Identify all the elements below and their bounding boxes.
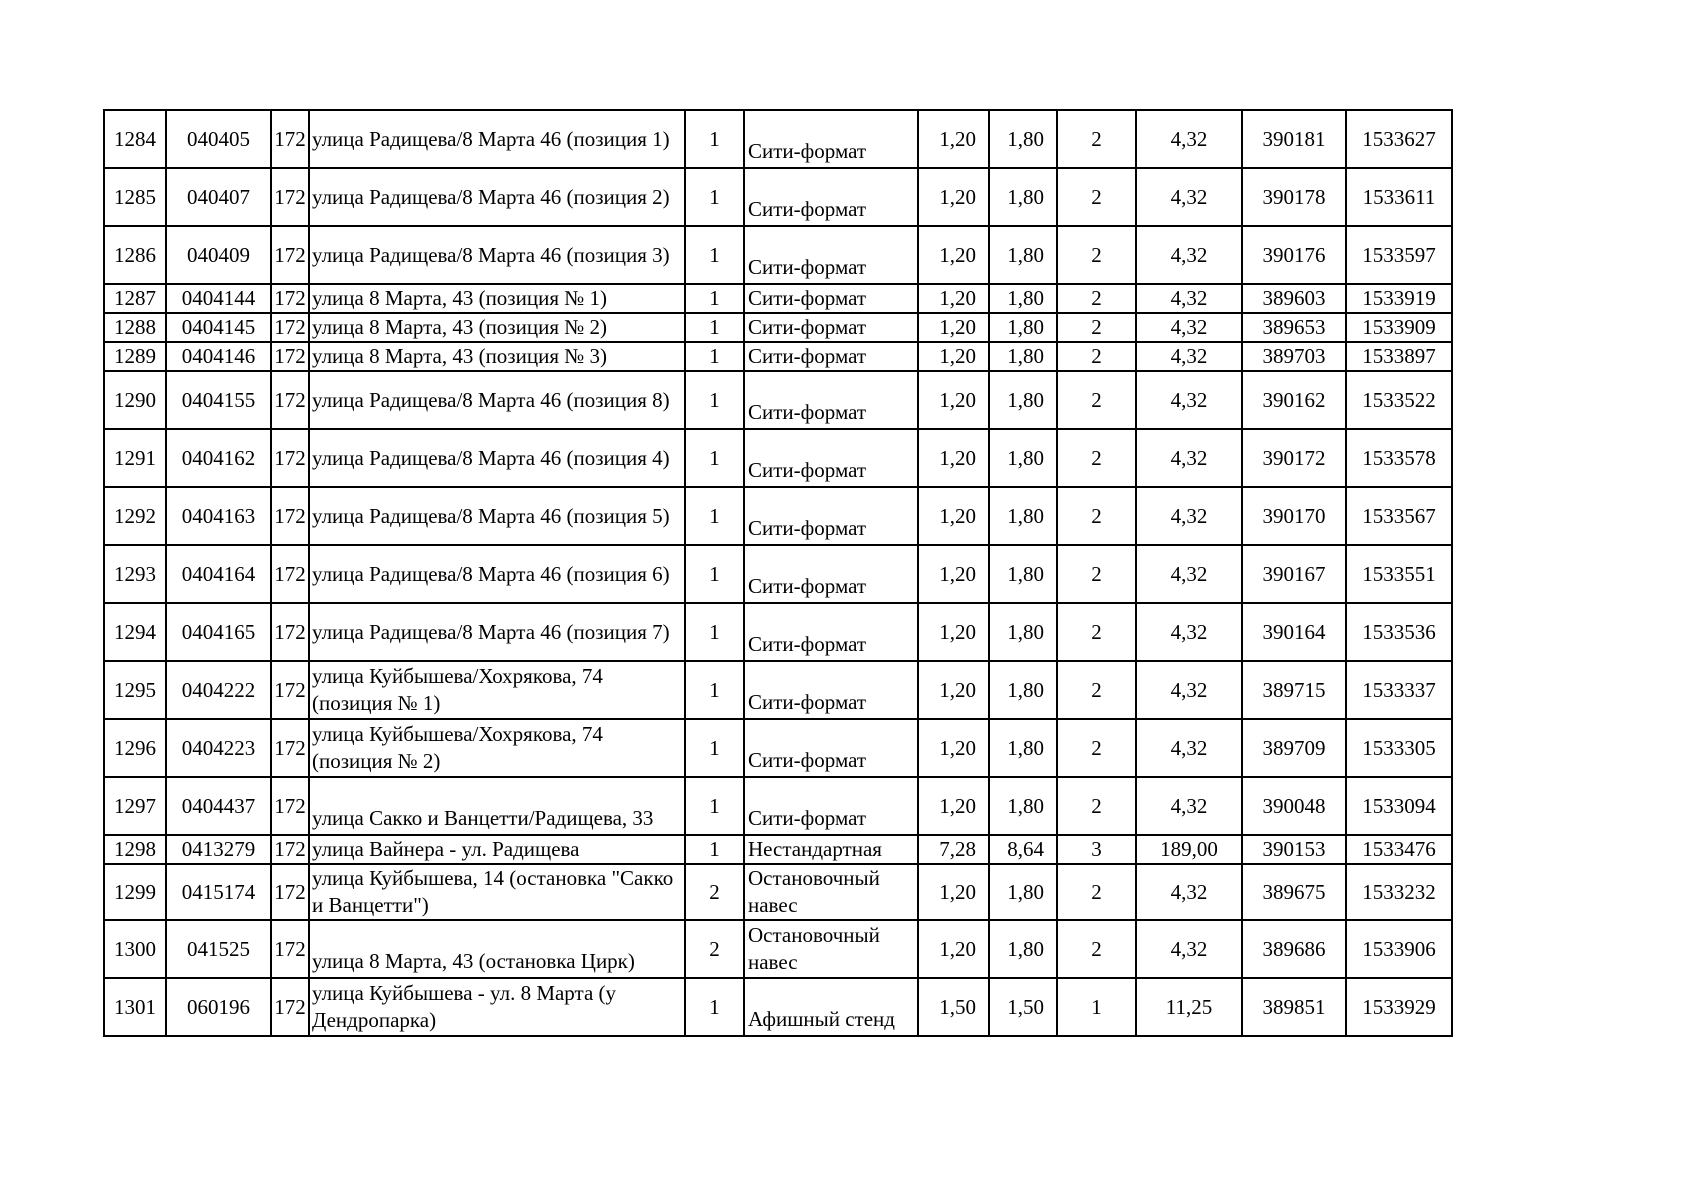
cell-y-coord: 1533536 xyxy=(1346,603,1452,661)
cell-sides: 1 xyxy=(685,777,744,835)
cell-district: 172 xyxy=(271,920,309,978)
cell-address: улица Радищева/8 Марта 46 (позиция 7) xyxy=(309,603,685,661)
cell-y-coord: 1533611 xyxy=(1346,168,1452,226)
cell-height: 1,80 xyxy=(989,777,1057,835)
table-row xyxy=(104,110,1452,168)
cell-height: 1,80 xyxy=(989,661,1057,719)
cell-width: 7,28 xyxy=(918,835,989,864)
cell-district: 172 xyxy=(271,719,309,777)
cell-code: 0404146 xyxy=(166,342,271,371)
cell-district: 172 xyxy=(271,284,309,313)
cell-x-coord: 390153 xyxy=(1242,835,1346,864)
cell-code: 0404144 xyxy=(166,284,271,313)
cell-area: 4,32 xyxy=(1136,920,1242,978)
cell-y-coord: 1533551 xyxy=(1346,545,1452,603)
cell-code: 060196 xyxy=(166,978,271,1036)
cell-fields: 2 xyxy=(1057,864,1136,920)
cell-x-coord: 390048 xyxy=(1242,777,1346,835)
cell-code: 0404162 xyxy=(166,429,271,487)
table-row xyxy=(104,168,1452,226)
cell-number: 1297 xyxy=(104,777,166,835)
cell-sides: 1 xyxy=(685,661,744,719)
cell-x-coord: 390178 xyxy=(1242,168,1346,226)
cell-fields: 2 xyxy=(1057,313,1136,342)
cell-height: 1,80 xyxy=(989,545,1057,603)
cell-area: 4,32 xyxy=(1136,342,1242,371)
table-row xyxy=(104,342,1452,371)
cell-fields: 2 xyxy=(1057,342,1136,371)
cell-y-coord: 1533094 xyxy=(1346,777,1452,835)
cell-type: Сити-формат xyxy=(744,110,918,168)
cell-type: Сити-формат xyxy=(744,313,918,342)
table-row xyxy=(104,661,1452,719)
cell-height: 1,80 xyxy=(989,864,1057,920)
cell-address: улица 8 Марта, 43 (позиция № 1) xyxy=(309,284,685,313)
cell-fields: 2 xyxy=(1057,226,1136,284)
cell-area: 4,32 xyxy=(1136,313,1242,342)
cell-width: 1,20 xyxy=(918,603,989,661)
cell-type: Сити-формат xyxy=(744,661,918,719)
cell-y-coord: 1533627 xyxy=(1346,110,1452,168)
cell-code: 0404222 xyxy=(166,661,271,719)
cell-code: 041525 xyxy=(166,920,271,978)
cell-code: 040405 xyxy=(166,110,271,168)
table-row xyxy=(104,226,1452,284)
cell-address: улица Вайнера - ул. Радищева xyxy=(309,835,685,864)
cell-district: 172 xyxy=(271,168,309,226)
cell-height: 1,80 xyxy=(989,226,1057,284)
cell-district: 172 xyxy=(271,313,309,342)
cell-fields: 2 xyxy=(1057,920,1136,978)
cell-address: улица Радищева/8 Марта 46 (позиция 3) xyxy=(309,226,685,284)
cell-sides: 2 xyxy=(685,920,744,978)
cell-number: 1293 xyxy=(104,545,166,603)
cell-number: 1284 xyxy=(104,110,166,168)
cell-address: улица Радищева/8 Марта 46 (позиция 1) xyxy=(309,110,685,168)
cell-district: 172 xyxy=(271,603,309,661)
cell-code: 0415174 xyxy=(166,864,271,920)
ad-locations-table xyxy=(103,109,1453,1037)
cell-area: 4,32 xyxy=(1136,429,1242,487)
cell-fields: 2 xyxy=(1057,603,1136,661)
cell-code: 0404223 xyxy=(166,719,271,777)
cell-type: Остановочный навес xyxy=(744,864,918,920)
cell-fields: 2 xyxy=(1057,371,1136,429)
cell-sides: 1 xyxy=(685,978,744,1036)
cell-code: 0404163 xyxy=(166,487,271,545)
table-row xyxy=(104,371,1452,429)
cell-number: 1299 xyxy=(104,864,166,920)
cell-number: 1291 xyxy=(104,429,166,487)
cell-fields: 2 xyxy=(1057,110,1136,168)
cell-height: 1,80 xyxy=(989,429,1057,487)
cell-address: улица 8 Марта, 43 (позиция № 3) xyxy=(309,342,685,371)
cell-height: 1,80 xyxy=(989,168,1057,226)
cell-district: 172 xyxy=(271,226,309,284)
cell-type: Сити-формат xyxy=(744,603,918,661)
cell-type: Сити-формат xyxy=(744,777,918,835)
cell-area: 4,32 xyxy=(1136,371,1242,429)
cell-address: улица Радищева/8 Марта 46 (позиция 6) xyxy=(309,545,685,603)
table-row xyxy=(104,284,1452,313)
cell-type: Афишный стенд xyxy=(744,978,918,1036)
table-row xyxy=(104,978,1452,1036)
cell-area: 4,32 xyxy=(1136,110,1242,168)
cell-sides: 1 xyxy=(685,168,744,226)
cell-number: 1296 xyxy=(104,719,166,777)
cell-x-coord: 390176 xyxy=(1242,226,1346,284)
cell-code: 040407 xyxy=(166,168,271,226)
cell-number: 1300 xyxy=(104,920,166,978)
cell-type: Сити-формат xyxy=(744,719,918,777)
cell-height: 1,80 xyxy=(989,342,1057,371)
cell-number: 1298 xyxy=(104,835,166,864)
cell-width: 1,20 xyxy=(918,777,989,835)
cell-code: 0413279 xyxy=(166,835,271,864)
cell-height: 1,80 xyxy=(989,920,1057,978)
cell-y-coord: 1533919 xyxy=(1346,284,1452,313)
cell-sides: 1 xyxy=(685,110,744,168)
cell-type: Остановочный навес xyxy=(744,920,918,978)
cell-area: 4,32 xyxy=(1136,777,1242,835)
cell-number: 1294 xyxy=(104,603,166,661)
cell-width: 1,20 xyxy=(918,371,989,429)
cell-width: 1,20 xyxy=(918,342,989,371)
cell-area: 4,32 xyxy=(1136,603,1242,661)
table-row xyxy=(104,864,1452,920)
cell-x-coord: 389686 xyxy=(1242,920,1346,978)
cell-address: улица Радищева/8 Марта 46 (позиция 2) xyxy=(309,168,685,226)
cell-fields: 2 xyxy=(1057,284,1136,313)
cell-width: 1,20 xyxy=(918,110,989,168)
cell-sides: 1 xyxy=(685,429,744,487)
cell-sides: 1 xyxy=(685,313,744,342)
cell-code: 0404437 xyxy=(166,777,271,835)
cell-width: 1,20 xyxy=(918,168,989,226)
cell-x-coord: 389603 xyxy=(1242,284,1346,313)
cell-height: 1,50 xyxy=(989,978,1057,1036)
cell-sides: 1 xyxy=(685,284,744,313)
cell-height: 8,64 xyxy=(989,835,1057,864)
cell-y-coord: 1533337 xyxy=(1346,661,1452,719)
cell-height: 1,80 xyxy=(989,371,1057,429)
cell-number: 1290 xyxy=(104,371,166,429)
cell-number: 1288 xyxy=(104,313,166,342)
cell-number: 1292 xyxy=(104,487,166,545)
table-row xyxy=(104,545,1452,603)
cell-fields: 2 xyxy=(1057,661,1136,719)
cell-address: улица Куйбышева/Хохрякова, 74 (позиция № 1) xyxy=(309,661,685,719)
cell-y-coord: 1533305 xyxy=(1346,719,1452,777)
cell-width: 1,20 xyxy=(918,429,989,487)
cell-width: 1,20 xyxy=(918,920,989,978)
cell-x-coord: 389851 xyxy=(1242,978,1346,1036)
cell-code: 0404164 xyxy=(166,545,271,603)
cell-number: 1295 xyxy=(104,661,166,719)
cell-fields: 3 xyxy=(1057,835,1136,864)
cell-y-coord: 1533897 xyxy=(1346,342,1452,371)
cell-code: 0404165 xyxy=(166,603,271,661)
cell-type: Сити-формат xyxy=(744,168,918,226)
cell-district: 172 xyxy=(271,342,309,371)
cell-type: Сити-формат xyxy=(744,342,918,371)
cell-x-coord: 389715 xyxy=(1242,661,1346,719)
cell-fields: 2 xyxy=(1057,487,1136,545)
cell-y-coord: 1533522 xyxy=(1346,371,1452,429)
cell-width: 1,20 xyxy=(918,313,989,342)
cell-sides: 1 xyxy=(685,719,744,777)
cell-x-coord: 390172 xyxy=(1242,429,1346,487)
table-row xyxy=(104,487,1452,545)
cell-sides: 1 xyxy=(685,545,744,603)
cell-y-coord: 1533476 xyxy=(1346,835,1452,864)
cell-number: 1301 xyxy=(104,978,166,1036)
cell-area: 4,32 xyxy=(1136,284,1242,313)
cell-type: Нестандартная xyxy=(744,835,918,864)
table-row xyxy=(104,719,1452,777)
cell-district: 172 xyxy=(271,487,309,545)
cell-number: 1286 xyxy=(104,226,166,284)
cell-code: 0404145 xyxy=(166,313,271,342)
cell-address: улица Радищева/8 Марта 46 (позиция 4) xyxy=(309,429,685,487)
cell-district: 172 xyxy=(271,545,309,603)
cell-code: 040409 xyxy=(166,226,271,284)
cell-number: 1285 xyxy=(104,168,166,226)
cell-height: 1,80 xyxy=(989,487,1057,545)
cell-width: 1,20 xyxy=(918,545,989,603)
cell-area: 4,32 xyxy=(1136,864,1242,920)
cell-type: Сити-формат xyxy=(744,429,918,487)
cell-address: улица Радищева/8 Марта 46 (позиция 5) xyxy=(309,487,685,545)
cell-area: 4,32 xyxy=(1136,487,1242,545)
cell-height: 1,80 xyxy=(989,719,1057,777)
cell-type: Сити-формат xyxy=(744,545,918,603)
cell-x-coord: 389709 xyxy=(1242,719,1346,777)
cell-y-coord: 1533909 xyxy=(1346,313,1452,342)
cell-x-coord: 390164 xyxy=(1242,603,1346,661)
cell-y-coord: 1533578 xyxy=(1346,429,1452,487)
cell-fields: 2 xyxy=(1057,429,1136,487)
cell-x-coord: 389653 xyxy=(1242,313,1346,342)
cell-district: 172 xyxy=(271,429,309,487)
cell-width: 1,20 xyxy=(918,226,989,284)
cell-address: улица 8 Марта, 43 (позиция № 2) xyxy=(309,313,685,342)
cell-district: 172 xyxy=(271,835,309,864)
cell-address: улица Куйбышева - ул. 8 Марта (у Дендропарка) xyxy=(309,978,685,1036)
cell-area: 4,32 xyxy=(1136,661,1242,719)
cell-x-coord: 389675 xyxy=(1242,864,1346,920)
cell-y-coord: 1533232 xyxy=(1346,864,1452,920)
cell-width: 1,50 xyxy=(918,978,989,1036)
cell-width: 1,20 xyxy=(918,864,989,920)
cell-sides: 1 xyxy=(685,342,744,371)
cell-district: 172 xyxy=(271,864,309,920)
cell-sides: 1 xyxy=(685,371,744,429)
cell-sides: 1 xyxy=(685,487,744,545)
cell-address: улица Куйбышева, 14 (остановка "Сакко и Ванцетти") xyxy=(309,864,685,920)
cell-type: Сити-формат xyxy=(744,487,918,545)
cell-area: 4,32 xyxy=(1136,719,1242,777)
cell-sides: 1 xyxy=(685,603,744,661)
table-body xyxy=(104,110,1452,1036)
cell-fields: 2 xyxy=(1057,545,1136,603)
cell-height: 1,80 xyxy=(989,313,1057,342)
cell-district: 172 xyxy=(271,978,309,1036)
cell-address: улица Радищева/8 Марта 46 (позиция 8) xyxy=(309,371,685,429)
cell-fields: 2 xyxy=(1057,719,1136,777)
cell-y-coord: 1533906 xyxy=(1346,920,1452,978)
cell-height: 1,80 xyxy=(989,284,1057,313)
cell-width: 1,20 xyxy=(918,719,989,777)
cell-type: Сити-формат xyxy=(744,284,918,313)
cell-fields: 2 xyxy=(1057,777,1136,835)
cell-y-coord: 1533597 xyxy=(1346,226,1452,284)
cell-height: 1,80 xyxy=(989,110,1057,168)
table-row xyxy=(104,603,1452,661)
cell-number: 1289 xyxy=(104,342,166,371)
cell-address: улица Сакко и Ванцетти/Радищева, 33 xyxy=(309,777,685,835)
cell-type: Сити-формат xyxy=(744,371,918,429)
cell-sides: 1 xyxy=(685,226,744,284)
cell-x-coord: 390170 xyxy=(1242,487,1346,545)
cell-x-coord: 390181 xyxy=(1242,110,1346,168)
cell-width: 1,20 xyxy=(918,661,989,719)
cell-x-coord: 390167 xyxy=(1242,545,1346,603)
cell-district: 172 xyxy=(271,777,309,835)
cell-width: 1,20 xyxy=(918,487,989,545)
table-row xyxy=(104,429,1452,487)
cell-fields: 1 xyxy=(1057,978,1136,1036)
cell-y-coord: 1533929 xyxy=(1346,978,1452,1036)
cell-area: 11,25 xyxy=(1136,978,1242,1036)
cell-address: улица Куйбышева/Хохрякова, 74 (позиция № 2) xyxy=(309,719,685,777)
cell-number: 1287 xyxy=(104,284,166,313)
cell-x-coord: 390162 xyxy=(1242,371,1346,429)
cell-address: улица 8 Марта, 43 (остановка Цирк) xyxy=(309,920,685,978)
cell-y-coord: 1533567 xyxy=(1346,487,1452,545)
cell-district: 172 xyxy=(271,371,309,429)
cell-sides: 1 xyxy=(685,835,744,864)
cell-area: 4,32 xyxy=(1136,168,1242,226)
cell-sides: 2 xyxy=(685,864,744,920)
cell-district: 172 xyxy=(271,661,309,719)
table-row xyxy=(104,835,1452,864)
cell-height: 1,80 xyxy=(989,603,1057,661)
table-row xyxy=(104,920,1452,978)
cell-code: 0404155 xyxy=(166,371,271,429)
cell-area: 4,32 xyxy=(1136,226,1242,284)
table-row xyxy=(104,777,1452,835)
cell-type: Сити-формат xyxy=(744,226,918,284)
cell-district: 172 xyxy=(271,110,309,168)
cell-width: 1,20 xyxy=(918,284,989,313)
table-row xyxy=(104,313,1452,342)
cell-fields: 2 xyxy=(1057,168,1136,226)
cell-area: 189,00 xyxy=(1136,835,1242,864)
cell-area: 4,32 xyxy=(1136,545,1242,603)
cell-x-coord: 389703 xyxy=(1242,342,1346,371)
